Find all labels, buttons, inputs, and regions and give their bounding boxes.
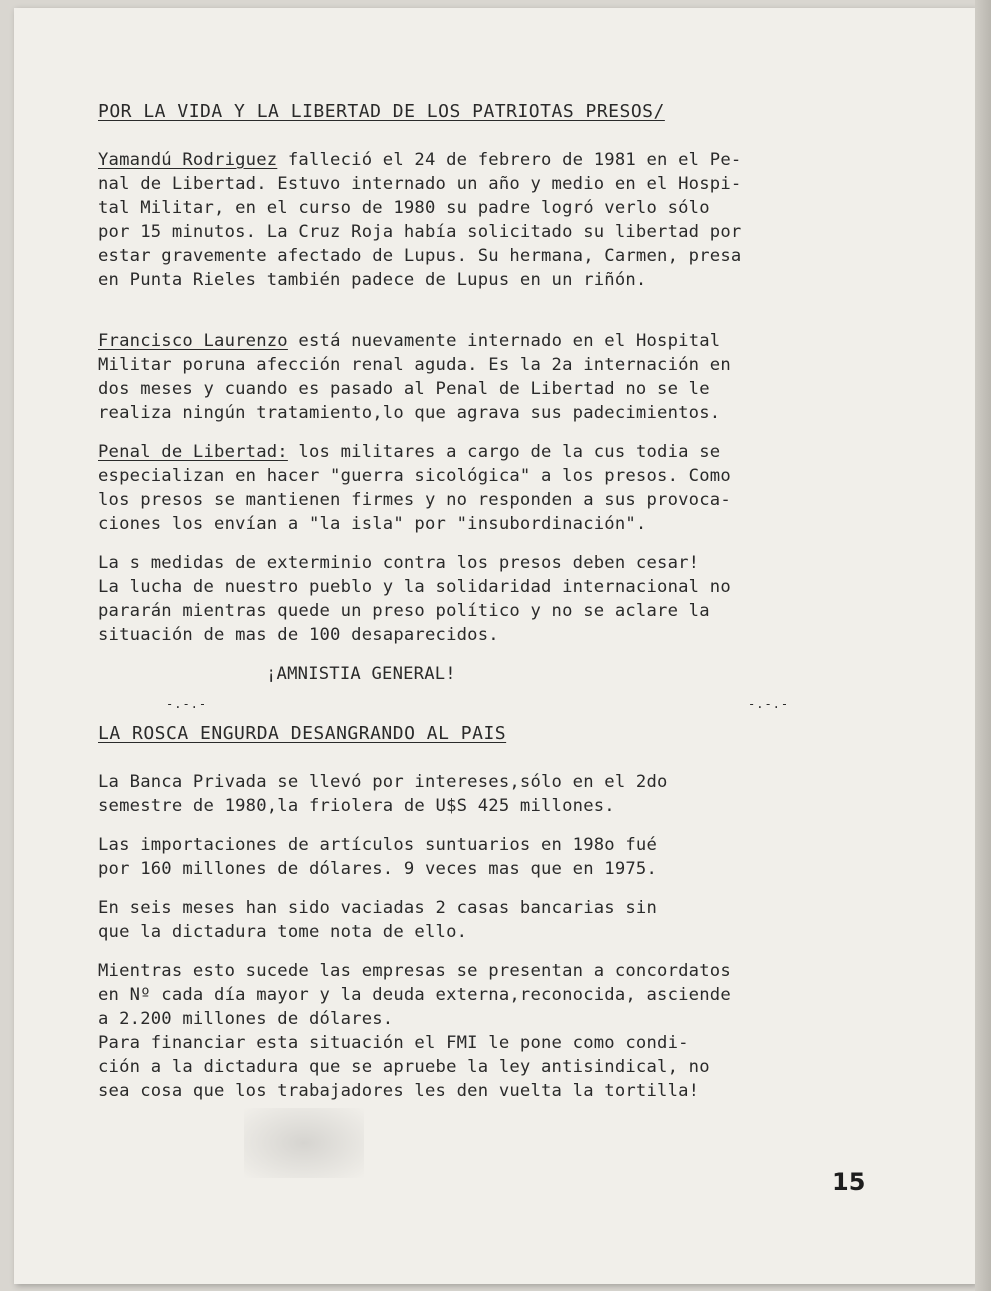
person-name-rodriguez: Yamandú Rodriguez <box>98 150 278 170</box>
article2-paragraph-3: En seis meses han sido vaciadas 2 casas bancarias sin que la dictadura tome nota de ello. <box>98 898 658 942</box>
divider-right: -.-.- <box>748 697 790 711</box>
amnistia-slogan: ¡AMNISTIA GENERAL! <box>266 664 456 684</box>
article1-paragraph-1 <box>98 148 898 292</box>
page-content <box>98 100 898 1118</box>
divider-left: -.-.- <box>166 697 208 711</box>
article1-paragraph-3 <box>98 440 898 536</box>
paragraph-2-body: Militar poruna afección renal aguda. Es la 2a internación en dos meses y cuando es pasado al Penal de Libertad no se le realiza ningún tratamiento,lo que agrava sus padecimientos. <box>98 355 731 423</box>
paragraph-1-body: nal de Libertad. Estuvo internado un año y medio en el Hospi- tal Militar, en el curso de 1980 su padre logró verlo sólo por 15 minutos. La Cruz Roja había solicitado su libertad por estar gravemente afectado de Lupus. Su hermana, Carmen, presa en Punta Rieles también padece de Lupus en un riñón. <box>98 174 742 290</box>
ink-smudge <box>244 1108 364 1178</box>
article2-paragraph-1: La Banca Privada se llevó por intereses,sólo en el 2do semestre de 1980,la friolera de U$S 425 millones. <box>98 772 668 816</box>
page-number: 15 <box>832 1168 866 1196</box>
page-edge <box>975 0 991 1291</box>
paragraph-3-body: especializan en hacer "guerra sicológica" a los presos. Como los presos se mantienen firmes y no responden a sus provoca- ciones los envían a "la isla" por "insubordinación". <box>98 466 731 534</box>
article1-title: POR LA VIDA Y LA LIBERTAD DE LOS PATRIOTAS PRESOS/ <box>98 101 665 122</box>
paragraph-3-line-1: los militares a cargo de la cus todia se <box>287 442 721 462</box>
article2-title: LA ROSCA ENGURDA DESANGRANDO AL PAIS <box>98 723 507 744</box>
article1-paragraph-2 <box>98 329 898 425</box>
place-name-penal: Penal de Libertad: <box>98 442 288 462</box>
person-name-laurenzo: Francisco Laurenzo <box>98 331 288 351</box>
article2-paragraph-2: Las importaciones de artículos suntuarios en 198o fué por 160 millones de dólares. 9 veces mas que en 1975. <box>98 835 658 879</box>
article2-paragraph-4: Mientras esto sucede las empresas se presentan a concordatos en Nº cada día mayor y la deuda externa,reconocida, asciende a 2.200 millones de dólares. Para financiar esta situación el FMI le pone como condi- ción a la dictadura que se apruebe la ley antisindical, no sea cosa que los trabajadores les den vuelta la tortilla! <box>98 961 731 1101</box>
paragraph-2-line-1: está nuevamente internado en el Hospital <box>287 331 721 351</box>
paragraph-1-line-1: falleció el 24 de febrero de 1981 en el Pe- <box>277 150 742 170</box>
article1-paragraph-4: La s medidas de exterminio contra los presos deben cesar! La lucha de nuestro pueblo y la solidaridad internacional no pararán mientras quede un preso político y no se aclare la situación de mas de 100 desaparecidos. <box>98 553 731 645</box>
section-divider <box>98 686 898 722</box>
document-page <box>14 8 976 1284</box>
